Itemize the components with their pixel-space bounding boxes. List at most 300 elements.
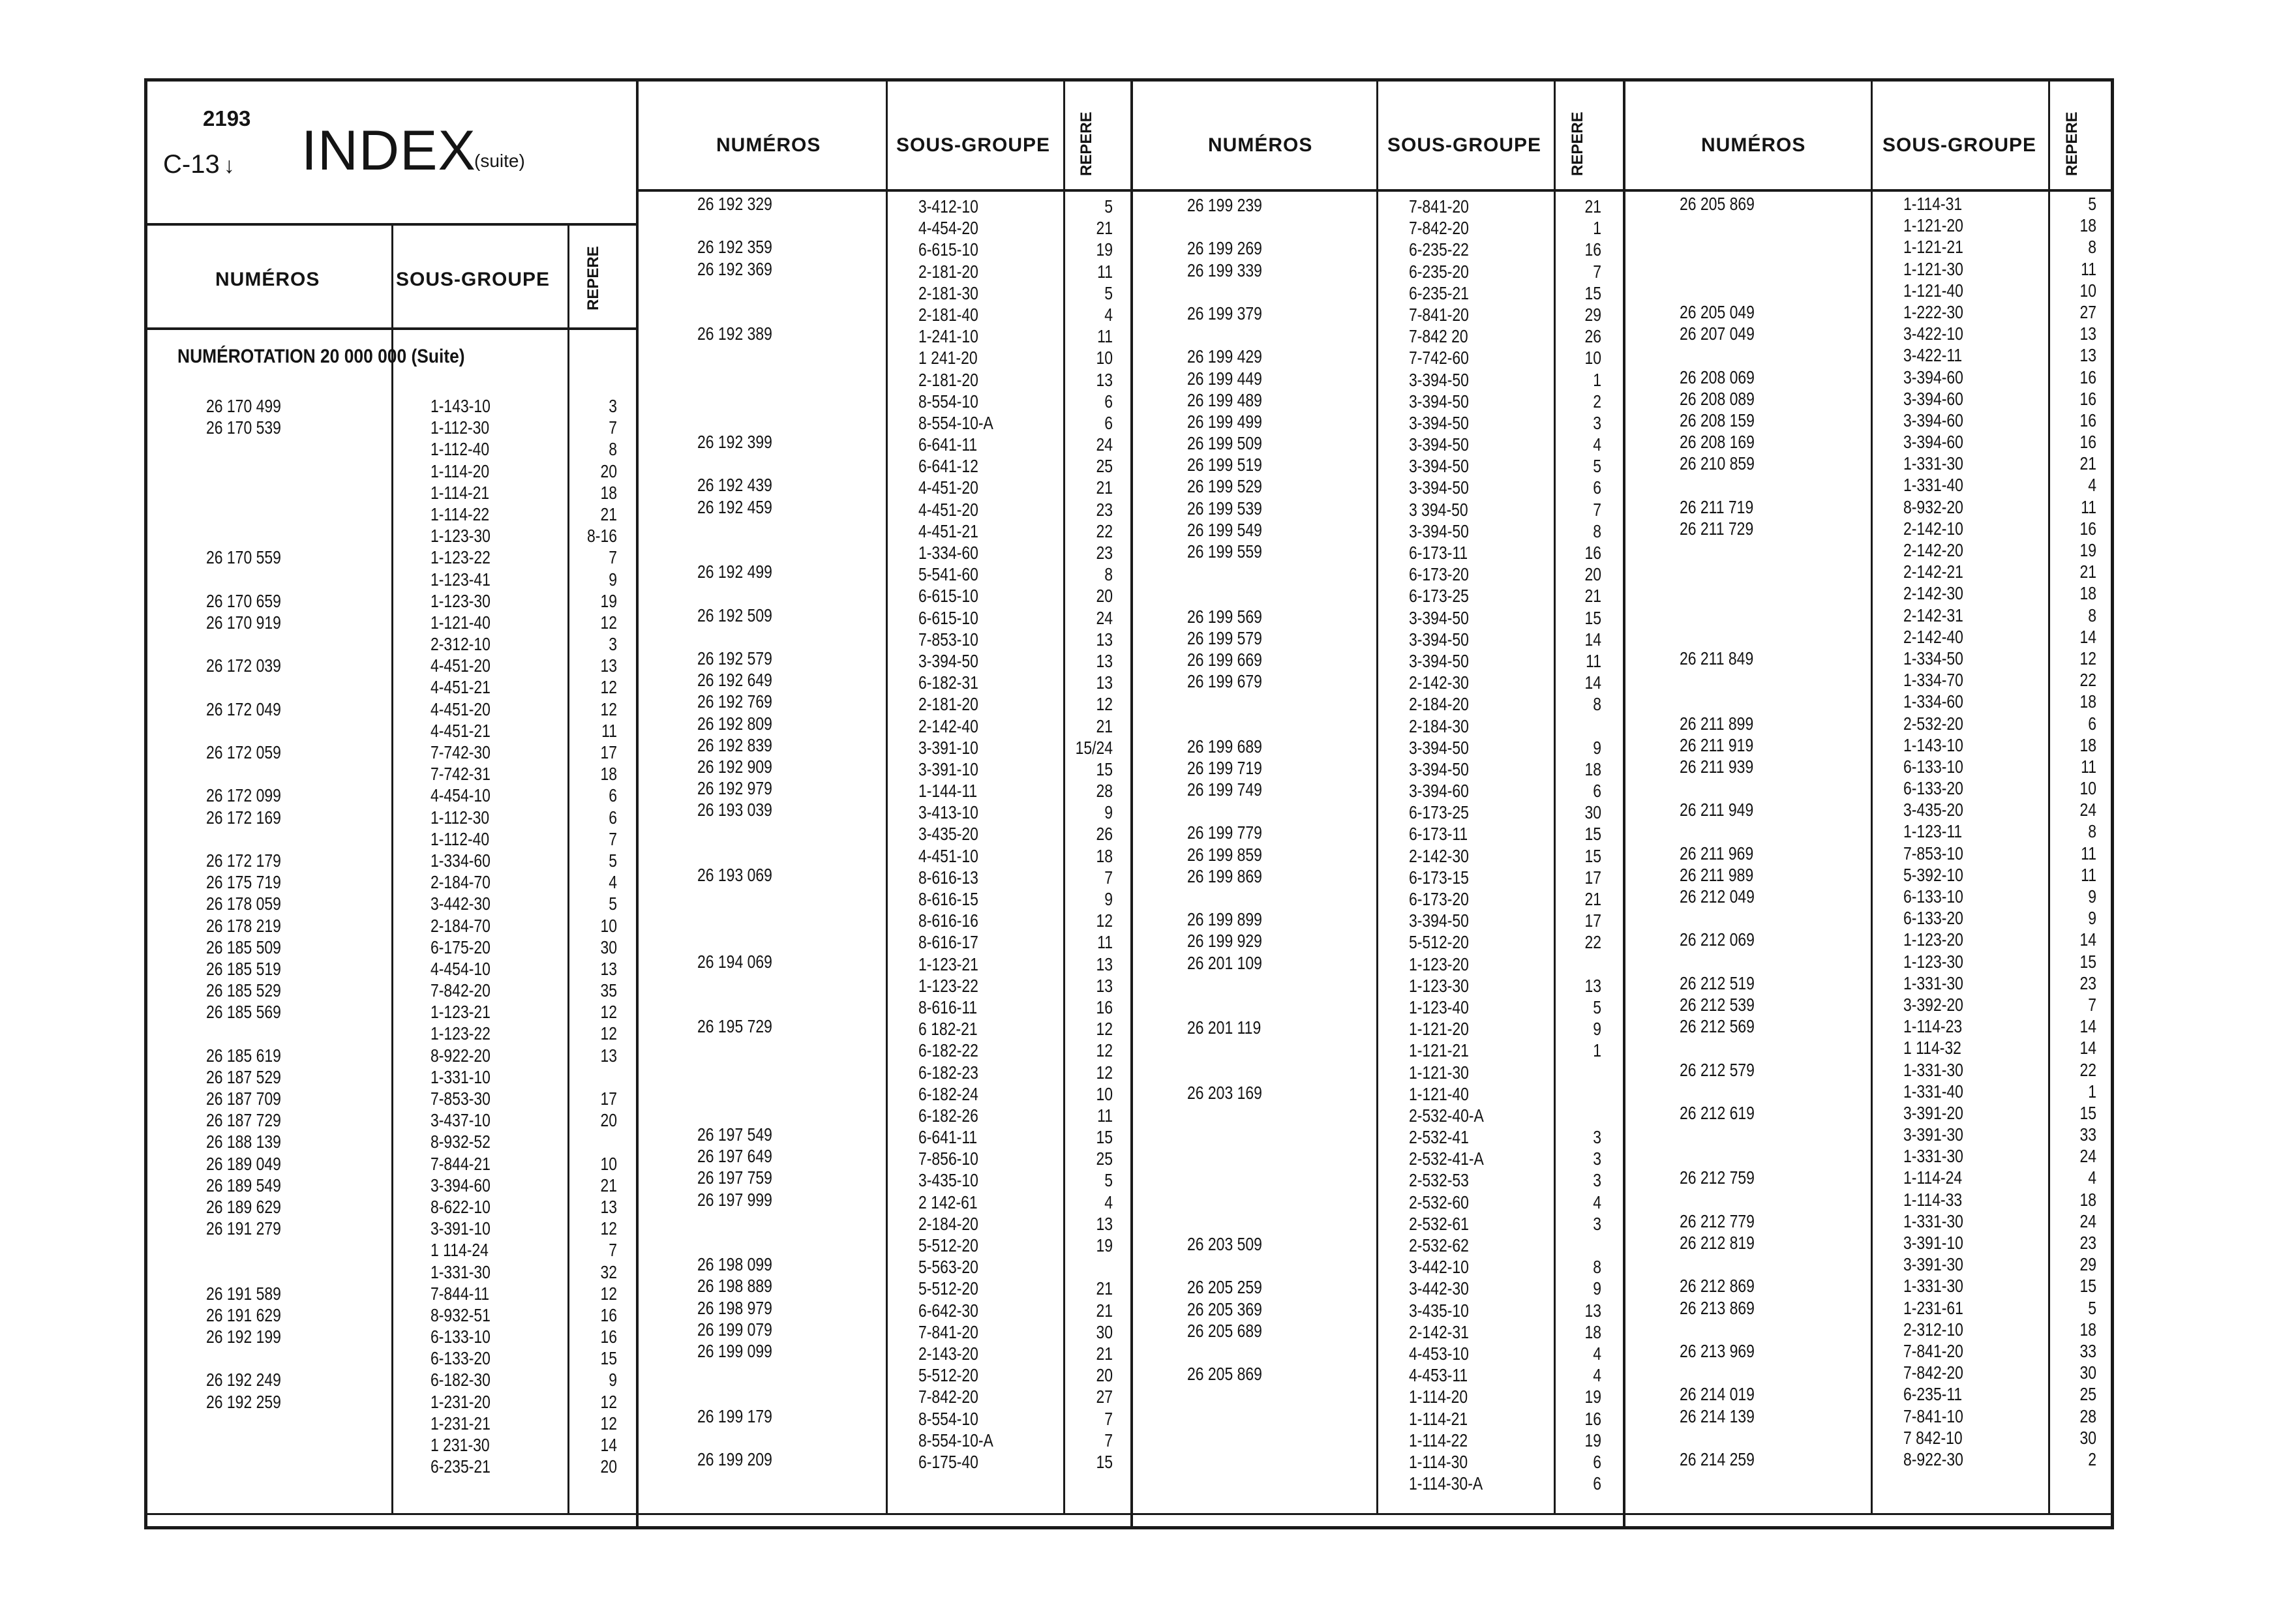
cell-sous-groupe: 1-123-11 <box>1903 821 1963 842</box>
cell-numeros: 26 199 489 <box>1187 389 1262 410</box>
cell-sous-groupe: 2-532-60 <box>1409 1192 1469 1212</box>
divider-b1-rep <box>567 223 569 1514</box>
cell-repere: 13 <box>1096 975 1113 996</box>
cell-sous-groupe: 3-435-10 <box>918 1170 978 1191</box>
cell-repere: 18 <box>600 764 617 785</box>
cell-numeros <box>1187 1038 1262 1060</box>
cell-numeros: 26 185 569 <box>206 1002 281 1023</box>
cell-numeros: 26 199 719 <box>1187 757 1262 778</box>
cell-repere: 18 <box>2079 734 2096 755</box>
cell-sous-groupe: 5-563-20 <box>918 1257 978 1278</box>
cell-sous-groupe: 1-331-30 <box>1903 1276 1963 1297</box>
cell-sous-groupe: 6-235-21 <box>430 1456 491 1477</box>
cell-numeros <box>697 301 772 323</box>
cell-repere: 5 <box>609 894 617 914</box>
cell-sous-groupe: 3-391-30 <box>1903 1124 1963 1145</box>
cell-numeros <box>1680 474 1755 496</box>
cell-numeros: 26 199 569 <box>1187 606 1262 627</box>
cell-sous-groupe: 7 842-10 <box>1903 1427 1963 1448</box>
cell-repere: 30 <box>2079 1427 2096 1448</box>
cell-sous-groupe: 8-932-51 <box>430 1304 491 1325</box>
cell-sous-groupe: 1-121-20 <box>1903 215 1963 236</box>
cell-numeros <box>697 582 772 604</box>
cell-sous-groupe: 7-844-21 <box>430 1153 491 1174</box>
cell-sous-groupe: 1-114-20 <box>430 460 490 481</box>
cell-numeros: 26 199 689 <box>1187 736 1262 757</box>
cell-numeros <box>1680 1081 1755 1102</box>
cell-sous-groupe: 7-841-10 <box>1903 1405 1963 1426</box>
cell-sous-groupe: 6-615-10 <box>918 586 978 607</box>
divider-b4-sous <box>1871 78 1873 1514</box>
cell-sous-groupe: 2-142-31 <box>1903 605 1963 625</box>
cell-sous-groupe: 1-121-20 <box>1409 1019 1469 1040</box>
cell-numeros: 26 214 139 <box>1680 1405 1755 1426</box>
cell-sous-groupe: 3-394-60 <box>1903 367 1963 387</box>
b1-header-repere: REPERE <box>584 246 602 310</box>
cell-numeros: 26 199 559 <box>1187 541 1262 562</box>
cell-numeros <box>697 344 772 366</box>
cell-sous-groupe: 3-394-50 <box>1409 412 1469 433</box>
cell-repere: 12 <box>600 612 617 633</box>
b3-numeros-column <box>1187 194 1262 1471</box>
cell-repere: 13 <box>600 1045 617 1066</box>
cell-repere: 20 <box>1584 564 1601 585</box>
cell-numeros <box>206 460 281 482</box>
cell-numeros <box>1187 974 1262 995</box>
cell-repere: 8 <box>609 439 617 460</box>
cell-sous-groupe: 3-391-10 <box>430 1218 491 1239</box>
cell-sous-groupe: 1-241-10 <box>918 326 978 347</box>
b2-header-sous-groupe: SOUS-GROUPE <box>896 134 1051 156</box>
cell-repere: 14 <box>2079 1038 2096 1059</box>
cell-repere: 11 <box>1097 326 1113 347</box>
cell-sous-groupe: 4-451-20 <box>918 477 978 498</box>
b1-repere-column <box>581 395 617 1477</box>
cell-sous-groupe: 4-451-10 <box>918 845 978 866</box>
cell-numeros: 26 211 919 <box>1680 734 1754 755</box>
cell-repere: 16 <box>2079 410 2096 430</box>
cell-repere: 10 <box>1096 1083 1113 1104</box>
cell-sous-groupe: 8-554-10 <box>918 391 978 412</box>
cell-repere <box>1076 1256 1113 1278</box>
cell-repere: 12 <box>600 698 617 719</box>
cell-numeros: 26 211 949 <box>1680 800 1754 820</box>
cell-numeros: 26 192 199 <box>206 1327 281 1347</box>
cell-sous-groupe: 6-182-31 <box>918 672 978 693</box>
cell-sous-groupe: 8-616-16 <box>918 910 978 931</box>
cell-repere: 15 <box>1096 1127 1113 1148</box>
cell-numeros: 26 199 379 <box>1187 303 1262 323</box>
cell-repere: 16 <box>2079 432 2096 453</box>
cell-numeros: 26 199 429 <box>1187 346 1262 367</box>
cell-sous-groupe: 2-532-20 <box>1903 713 1963 734</box>
cell-numeros: 26 205 869 <box>1680 194 1755 214</box>
cell-numeros: 26 205 869 <box>1187 1364 1262 1385</box>
cell-sous-groupe: 8-922-20 <box>430 1045 491 1066</box>
cell-numeros <box>697 886 772 907</box>
cell-sous-groupe: 1-123-30 <box>1409 975 1469 996</box>
cell-repere: 18 <box>2079 1189 2096 1210</box>
cell-sous-groupe: 1-143-10 <box>1903 734 1963 755</box>
cell-repere: 12 <box>600 1283 617 1304</box>
cell-sous-groupe: 1-231-61 <box>1903 1297 1963 1318</box>
cell-sous-groupe: 6-133-20 <box>430 1348 491 1369</box>
cell-sous-groupe: 1-331-30 <box>1903 972 1963 993</box>
b1-header-numeros: NUMÉROS <box>215 269 320 290</box>
cell-numeros <box>1187 584 1262 605</box>
cell-sous-groupe: 2-142-30 <box>1409 845 1469 866</box>
cell-sous-groupe: 2-532-53 <box>1409 1170 1469 1191</box>
cell-repere <box>1567 954 1601 975</box>
cell-numeros: 26 192 359 <box>697 237 772 258</box>
cell-sous-groupe: 3-413-10 <box>918 802 978 823</box>
cell-numeros <box>1680 1189 1755 1210</box>
b2-header-numeros: NUMÉROS <box>716 134 821 156</box>
cell-sous-groupe: 4-451-20 <box>430 698 491 719</box>
b1-header-sous-groupe: SOUS-GROUPE <box>396 269 551 290</box>
cell-numeros: 26 211 849 <box>1680 648 1754 668</box>
cell-sous-groupe: 1-123-40 <box>1409 997 1469 1017</box>
section-code: C-13 ↓ <box>163 150 235 179</box>
b1-sous-groupe-column <box>430 395 491 1477</box>
cell-sous-groupe: 1-121-30 <box>1903 258 1963 279</box>
cell-repere: 12 <box>2079 648 2096 668</box>
cell-numeros: 26 199 209 <box>697 1449 772 1469</box>
cell-repere: 33 <box>2079 1124 2096 1145</box>
cell-repere: 11 <box>2081 756 2096 777</box>
cell-repere: 16 <box>600 1327 617 1347</box>
cell-numeros <box>1680 582 1755 604</box>
cell-numeros: 26 199 269 <box>1187 238 1262 259</box>
cell-repere: 22 <box>2079 1059 2096 1080</box>
cell-numeros <box>697 518 772 539</box>
cell-sous-groupe: 6-173-25 <box>1409 802 1469 823</box>
cell-numeros <box>1187 995 1262 1017</box>
cell-sous-groupe: 3-442-10 <box>1409 1257 1469 1278</box>
cell-sous-groupe: 1-112-40 <box>430 828 490 849</box>
cell-repere <box>581 1066 617 1088</box>
cell-sous-groupe: 3-437-10 <box>430 1110 491 1131</box>
cell-sous-groupe: 1-331-30 <box>1903 1146 1963 1167</box>
cell-numeros <box>697 388 772 410</box>
cell-sous-groupe: 6-173-25 <box>1409 586 1469 607</box>
cell-numeros: 26 212 869 <box>1680 1276 1755 1297</box>
cell-repere: 15 <box>1584 845 1601 866</box>
cell-repere: 7 <box>2088 994 2096 1015</box>
cell-sous-groupe: 3-422-11 <box>1903 345 1963 366</box>
footer-rule <box>144 1513 2114 1515</box>
cell-numeros: 26 198 889 <box>697 1276 772 1297</box>
cell-numeros: 26 170 919 <box>206 612 281 633</box>
cell-sous-groupe: 6-641-12 <box>918 456 978 477</box>
cell-sous-groupe: 1-123-22 <box>430 547 491 568</box>
cell-numeros: 26 197 549 <box>697 1124 772 1145</box>
cell-numeros: 26 172 059 <box>206 742 281 762</box>
cell-numeros <box>697 994 772 1015</box>
cell-sous-groupe: 1 241-20 <box>918 348 978 368</box>
cell-repere: 6 <box>1104 412 1113 433</box>
cell-sous-groupe: 1-121-21 <box>1409 1040 1469 1061</box>
cell-numeros <box>1680 1427 1755 1449</box>
cell-repere: 7 <box>1593 261 1601 282</box>
cell-sous-groupe: 7-853-10 <box>1903 843 1963 864</box>
cell-sous-groupe: 6-235-11 <box>1903 1384 1963 1405</box>
cell-sous-groupe: 1-114-31 <box>1903 194 1963 214</box>
cell-sous-groupe: 7-841-20 <box>1409 304 1469 325</box>
cell-repere: 12 <box>1096 910 1113 931</box>
cell-repere: 17 <box>1584 867 1601 888</box>
cell-numeros <box>1680 1362 1755 1383</box>
cell-repere: 21 <box>1096 715 1113 736</box>
cell-numeros: 26 192 509 <box>697 605 772 625</box>
cell-repere: 16 <box>1584 543 1601 563</box>
cell-numeros: 26 199 869 <box>1187 865 1262 886</box>
cell-sous-groupe: 2-312-10 <box>1903 1319 1963 1340</box>
cell-sous-groupe: 8-932-20 <box>1903 496 1963 517</box>
cell-numeros <box>697 280 772 301</box>
cell-numeros <box>206 720 281 742</box>
cell-numeros <box>1680 951 1755 972</box>
cell-repere: 18 <box>2079 583 2096 604</box>
cell-sous-groupe: 2-181-30 <box>918 282 978 303</box>
cell-numeros: 26 189 629 <box>206 1196 281 1217</box>
cell-sous-groupe: 6-133-10 <box>1903 756 1963 777</box>
cell-numeros <box>1187 1060 1262 1082</box>
cell-repere: 5 <box>609 850 617 871</box>
cell-numeros: 26 192 329 <box>697 194 772 214</box>
cell-numeros: 26 205 369 <box>1187 1299 1262 1319</box>
cell-numeros <box>1680 907 1755 929</box>
divider-b1-sous <box>391 223 393 1514</box>
cell-numeros: 26 191 279 <box>206 1218 281 1239</box>
cell-repere: 9 <box>1104 889 1113 909</box>
cell-numeros <box>1187 1212 1262 1233</box>
cell-sous-groupe: 7-742-60 <box>1409 348 1469 368</box>
cell-repere: 8 <box>1593 694 1601 715</box>
cell-repere: 28 <box>2079 1405 2096 1426</box>
cell-repere: 29 <box>1584 304 1601 325</box>
cell-sous-groupe: 2-532-41-A <box>1409 1149 1484 1169</box>
cell-repere: 7 <box>609 547 617 568</box>
cell-repere: 7 <box>1104 1430 1113 1450</box>
cell-numeros: 26 212 779 <box>1680 1210 1755 1231</box>
cell-numeros: 26 201 109 <box>1187 952 1262 973</box>
cell-numeros: 26 170 659 <box>206 590 281 611</box>
cell-numeros: 26 211 899 <box>1680 713 1754 734</box>
cell-repere: 6 <box>1593 477 1601 498</box>
divider-block-2 <box>1130 78 1133 1529</box>
cell-repere: 20 <box>1096 586 1113 607</box>
cell-sous-groupe: 6-641-11 <box>918 434 978 455</box>
cell-numeros: 26 197 999 <box>697 1189 772 1210</box>
cell-repere: 17 <box>600 1089 617 1109</box>
cell-repere: 2 <box>1593 391 1601 412</box>
cell-numeros <box>697 367 772 388</box>
cell-numeros: 26 203 509 <box>1187 1234 1262 1254</box>
cell-sous-groupe: 2-184-20 <box>918 1213 978 1234</box>
cell-numeros <box>1187 1255 1262 1276</box>
cell-repere: 8 <box>2088 237 2096 258</box>
cell-repere: 12 <box>600 677 617 698</box>
divider-block-1 <box>636 78 639 1529</box>
cell-sous-groupe: 1-112-30 <box>430 417 490 438</box>
cell-numeros: 26 199 859 <box>1187 844 1262 865</box>
cell-repere: 18 <box>2079 691 2096 712</box>
cell-sous-groupe: 4-454-10 <box>430 785 491 806</box>
b4-header-sous-groupe: SOUS-GROUPE <box>1882 134 2037 156</box>
cell-sous-groupe: 2-181-20 <box>918 261 978 282</box>
cell-repere: 35 <box>600 980 617 1001</box>
cell-repere: 19 <box>1584 1387 1601 1407</box>
cell-repere: 17 <box>600 742 617 762</box>
cell-repere: 7 <box>1104 1408 1113 1429</box>
cell-repere: 13 <box>1096 1213 1113 1234</box>
cell-numeros <box>697 929 772 950</box>
cell-repere: 20 <box>1096 1365 1113 1386</box>
cell-sous-groupe: 2-142-40 <box>1903 626 1963 647</box>
cell-numeros <box>1187 562 1262 584</box>
cell-numeros <box>1680 1319 1755 1340</box>
cell-numeros: 26 211 729 <box>1680 518 1754 539</box>
cell-repere: 21 <box>2079 453 2096 474</box>
cell-repere: 6 <box>2088 713 2096 734</box>
cell-numeros <box>697 1362 772 1383</box>
cell-repere: 12 <box>600 1218 617 1239</box>
cell-numeros <box>1680 1145 1755 1167</box>
cell-numeros <box>1187 1385 1262 1406</box>
cell-numeros <box>1680 1037 1755 1059</box>
cell-numeros <box>1187 324 1262 346</box>
cell-sous-groupe: 2-142-30 <box>1903 583 1963 604</box>
cell-repere: 18 <box>1584 1321 1601 1342</box>
cell-repere: 30 <box>1096 1321 1113 1342</box>
cell-sous-groupe: 2-532-40-A <box>1409 1105 1484 1126</box>
cell-sous-groupe: 5-512-20 <box>918 1365 978 1386</box>
cell-sous-groupe: 8-622-10 <box>430 1196 491 1217</box>
cell-numeros <box>697 1210 772 1232</box>
cell-sous-groupe: 3-412-10 <box>918 196 978 217</box>
cell-sous-groupe: 3-435-20 <box>918 824 978 845</box>
cell-repere: 16 <box>1096 997 1113 1017</box>
cell-sous-groupe: 1-114-21 <box>1409 1408 1468 1429</box>
cell-repere: 32 <box>600 1261 617 1282</box>
cell-numeros: 26 178 059 <box>206 894 281 914</box>
cell-sous-groupe: 6-175-40 <box>918 1451 978 1472</box>
cell-numeros: 26 199 239 <box>1187 195 1262 215</box>
cell-numeros: 26 188 139 <box>206 1132 281 1152</box>
cell-repere: 9 <box>1593 737 1601 758</box>
cell-repere: 13 <box>2079 345 2096 366</box>
cell-sous-groupe: 1-114-22 <box>430 503 490 524</box>
cell-repere: 15 <box>1096 758 1113 779</box>
cell-repere: 14 <box>1584 672 1601 693</box>
cell-repere: 15 <box>1584 824 1601 845</box>
cell-numeros <box>1187 887 1262 909</box>
cell-sous-groupe: 1-114-22 <box>1409 1430 1468 1450</box>
cell-repere: 21 <box>1584 196 1601 217</box>
cell-numeros: 26 199 749 <box>1187 779 1262 800</box>
cell-sous-groupe: 5-541-60 <box>918 564 978 585</box>
cell-repere: 12 <box>600 1023 617 1044</box>
cell-numeros: 26 199 539 <box>1187 498 1262 518</box>
cell-numeros <box>697 843 772 864</box>
cell-numeros <box>206 569 281 590</box>
cell-sous-groupe: 1-331-30 <box>430 1261 491 1282</box>
cell-numeros: 26 198 979 <box>697 1297 772 1318</box>
cell-repere: 24 <box>2079 1210 2096 1231</box>
cell-sous-groupe: 7-842 20 <box>1409 326 1468 347</box>
cell-repere: 9 <box>1593 1019 1601 1040</box>
cell-repere: 6 <box>609 807 617 828</box>
cell-sous-groupe: 3-394-60 <box>1903 432 1963 453</box>
cell-sous-groupe: 2-532-41 <box>1409 1127 1469 1148</box>
cell-repere: 8 <box>1593 1257 1601 1278</box>
cell-numeros <box>1187 1407 1262 1428</box>
cell-repere: 12 <box>600 1413 617 1434</box>
cell-repere: 23 <box>1096 543 1113 563</box>
cell-repere: 12 <box>600 1391 617 1412</box>
cell-numeros <box>1680 344 1755 366</box>
cell-numeros: 26 211 939 <box>1680 756 1754 777</box>
cell-numeros <box>206 503 281 525</box>
cell-numeros <box>697 1427 772 1449</box>
cell-numeros: 26 193 069 <box>697 864 772 885</box>
divider-b2-sous <box>886 78 888 1514</box>
cell-sous-groupe: 5-512-20 <box>918 1235 978 1255</box>
cell-sous-groupe: 6-133-10 <box>1903 886 1963 907</box>
divider-b3-rep <box>1554 78 1556 1514</box>
cell-repere: 1 <box>2088 1081 2096 1102</box>
cell-repere: 6 <box>1593 781 1601 802</box>
cell-numeros <box>206 482 281 503</box>
cell-numeros <box>206 438 281 460</box>
cell-sous-groupe: 8-554-10 <box>918 1408 978 1429</box>
cell-numeros: 26 178 219 <box>206 915 281 936</box>
cell-sous-groupe: 3-394-50 <box>1409 369 1469 390</box>
cell-repere: 16 <box>2079 388 2096 409</box>
cell-repere: 21 <box>1096 218 1113 239</box>
cell-sous-groupe: 1-334-60 <box>1903 691 1963 712</box>
cell-sous-groupe: 4-451-21 <box>430 720 491 741</box>
cell-sous-groupe: 1-222-30 <box>1903 301 1963 322</box>
cell-repere: 4 <box>1593 1365 1601 1386</box>
cell-repere: 27 <box>1096 1387 1113 1407</box>
cell-sous-groupe: 3-392-20 <box>1903 994 1963 1015</box>
cell-repere: 16 <box>600 1304 617 1325</box>
cell-sous-groupe: 7-853-10 <box>918 629 978 650</box>
cell-sous-groupe: 4-451-21 <box>430 677 491 698</box>
cell-repere: 16 <box>2079 367 2096 387</box>
cell-sous-groupe: 6-133-10 <box>430 1327 491 1347</box>
cell-numeros: 26 212 539 <box>1680 994 1755 1015</box>
cell-sous-groupe: 2-184-70 <box>430 872 491 893</box>
cell-numeros: 26 192 459 <box>697 496 772 517</box>
cell-sous-groupe: 1-121-40 <box>430 612 491 633</box>
cell-sous-groupe: 1-123-41 <box>430 569 491 590</box>
cell-sous-groupe: 1-331-10 <box>430 1066 491 1087</box>
cell-numeros: 26 191 589 <box>206 1283 281 1304</box>
cell-numeros: 26 185 529 <box>206 980 281 1001</box>
cell-sous-groupe: 3-394-50 <box>1409 391 1469 412</box>
cell-numeros: 26 205 259 <box>1187 1277 1262 1298</box>
cell-sous-groupe: 7-841-20 <box>1903 1340 1963 1361</box>
cell-repere: 11 <box>601 720 617 741</box>
cell-sous-groupe: 3-394-50 <box>1409 456 1469 477</box>
cell-numeros <box>1187 1342 1262 1363</box>
cell-sous-groupe: 3-391-10 <box>1903 1233 1963 1253</box>
cell-numeros: 26 192 979 <box>697 778 772 799</box>
cell-numeros: 26 201 119 <box>1187 1017 1261 1038</box>
